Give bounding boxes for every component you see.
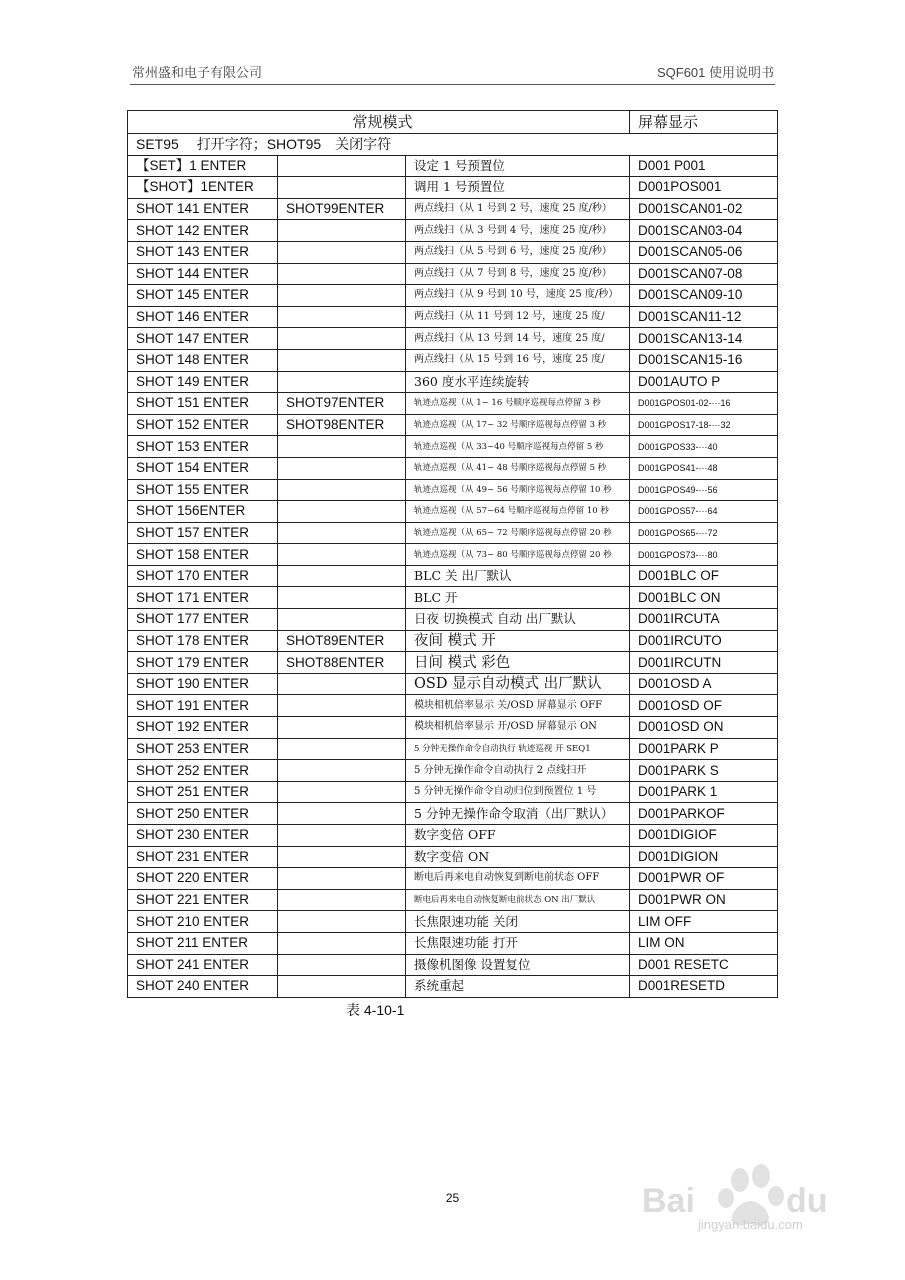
screen-display-cell: D001BLC OF [630, 565, 778, 587]
alt-command-cell: SHOT99ENTER [278, 198, 406, 220]
description-cell: 夜间 模式 开 [406, 630, 630, 652]
description-cell: 数字变倍 OFF [406, 825, 630, 847]
command-cell: SHOT 171 ENTER [128, 587, 278, 609]
screen-display-cell: D001PWR ON [630, 889, 778, 911]
command-cell: SHOT 190 ENTER [128, 673, 278, 695]
command-cell: SHOT 143 ENTER [128, 241, 278, 263]
command-cell: SHOT 221 ENTER [128, 889, 278, 911]
table-row [128, 781, 778, 803]
table-row [128, 932, 778, 954]
command-cell: SHOT 177 ENTER [128, 609, 278, 631]
table-row [128, 587, 778, 609]
alt-command-cell [278, 436, 406, 458]
table-row [128, 846, 778, 868]
alt-command-cell: SHOT97ENTER [278, 393, 406, 415]
screen-display-cell: D001SCAN13-14 [630, 328, 778, 350]
table-row [128, 976, 778, 998]
description-cell: 轨迹点巡视（从 17~ 32 号顺序巡视每点停留 3 秒 [406, 414, 630, 436]
table-row [128, 911, 778, 933]
screen-display-cell: D001GPOS33-···40 [630, 436, 778, 458]
description-cell: 断电后再来电自动恢复到断电前状态 OFF [406, 868, 630, 890]
screen-display-cell: D001SCAN09-10 [630, 285, 778, 307]
command-cell: SHOT 158 ENTER [128, 544, 278, 566]
page-number: 25 [445, 1191, 460, 1205]
alt-command-cell [278, 587, 406, 609]
description-cell: 设定 1 号预置位 [406, 155, 630, 177]
command-cell: 【SHOT】1ENTER [128, 177, 278, 199]
command-cell: SHOT 231 ENTER [128, 846, 278, 868]
alt-command-cell [278, 285, 406, 307]
svg-text:Bai: Bai [642, 1182, 695, 1220]
command-cell: SHOT 142 ENTER [128, 220, 278, 242]
description-cell: 两点线扫（从 1 号到 2 号，速度 25 度/秒） [406, 198, 630, 220]
description-cell: OSD 显示自动模式 出厂默认 [406, 673, 630, 695]
screen-display-cell: D001SCAN11-12 [630, 306, 778, 328]
command-cell: SHOT 156ENTER [128, 501, 278, 523]
alt-command-cell [278, 932, 406, 954]
screen-display-cell: D001GPOS57-···64 [630, 501, 778, 523]
command-cell: SHOT 252 ENTER [128, 760, 278, 782]
screen-display-cell: D001POS001 [630, 177, 778, 199]
alt-command-cell [278, 695, 406, 717]
table-row [128, 630, 778, 652]
table-row [128, 328, 778, 350]
description-cell: 5 分钟无操作命令取消（出厂默认） [406, 803, 630, 825]
screen-display-cell: LIM ON [630, 932, 778, 954]
table-row [128, 609, 778, 631]
alt-command-cell [278, 457, 406, 479]
table-header-row [128, 111, 778, 134]
table-caption: 表 4-10-1 [346, 1002, 405, 1018]
description-cell: 两点线扫（从 11 号到 12 号，速度 25 度/ [406, 306, 630, 328]
header-rule [130, 84, 775, 85]
command-cell: SHOT 154 ENTER [128, 457, 278, 479]
screen-display-cell: D001IRCUTN [630, 652, 778, 674]
table-row [128, 306, 778, 328]
screen-display-cell: D001RESETD [630, 976, 778, 998]
command-cell: SHOT 148 ENTER [128, 349, 278, 371]
description-cell: 模块相机倍率显示 关/OSD 屏幕显示 OFF [406, 695, 630, 717]
header-mode: 常规模式 [128, 111, 630, 134]
command-cell: SHOT 141 ENTER [128, 198, 278, 220]
description-cell: 轨迹点巡视（从 73~ 80 号顺序巡视每点停留 20 秒 [406, 544, 630, 566]
command-cell: SHOT 220 ENTER [128, 868, 278, 890]
command-cell: SHOT 179 ENTER [128, 652, 278, 674]
alt-command-cell [278, 889, 406, 911]
table-row [128, 889, 778, 911]
command-cell: SHOT 170 ENTER [128, 565, 278, 587]
command-cell: SHOT 240 ENTER [128, 976, 278, 998]
description-cell: 5 分钟无操作命令自动归位到预置位 1 号 [406, 781, 630, 803]
table-row [128, 522, 778, 544]
command-cell: 【SET】1 ENTER [128, 155, 278, 177]
alt-command-cell [278, 911, 406, 933]
table-row [128, 738, 778, 760]
table-row [128, 954, 778, 976]
header-company: 常州盛和电子有限公司 [132, 66, 263, 81]
table-row [128, 673, 778, 695]
command-table [127, 110, 778, 998]
description-cell: 两点线扫（从 15 号到 16 号，速度 25 度/ [406, 349, 630, 371]
header-screen: 屏幕显示 [630, 111, 778, 134]
alt-command-cell [278, 479, 406, 501]
alt-command-cell [278, 565, 406, 587]
alt-command-cell [278, 349, 406, 371]
screen-display-cell: D001AUTO P [630, 371, 778, 393]
description-cell: 5 分钟无操作命令自动执行 轨迹巡视 开 SEQ1 [406, 738, 630, 760]
watermark-url: jingyan.baidu.com [698, 1217, 803, 1232]
alt-command-cell [278, 781, 406, 803]
command-cell: SHOT 178 ENTER [128, 630, 278, 652]
table-row [128, 544, 778, 566]
screen-display-cell: D001SCAN05-06 [630, 241, 778, 263]
screen-display-cell: D001PARK P [630, 738, 778, 760]
alt-command-cell [278, 328, 406, 350]
alt-command-cell [278, 522, 406, 544]
table-row [128, 501, 778, 523]
table-row [128, 285, 778, 307]
alt-command-cell: SHOT98ENTER [278, 414, 406, 436]
table-row [128, 198, 778, 220]
alt-command-cell [278, 263, 406, 285]
description-cell: 日夜 切换模式 自动 出厂默认 [406, 609, 630, 631]
description-cell: 断电后再来电自动恢复断电前状态 ON 出厂默认 [406, 889, 630, 911]
table-row [128, 803, 778, 825]
alt-command-cell [278, 609, 406, 631]
description-cell: 轨迹点巡视（从 49~ 56 号顺序巡视每点停留 10 秒 [406, 479, 630, 501]
command-cell: SHOT 253 ENTER [128, 738, 278, 760]
description-cell: 轨迹点巡视（从 1~ 16 号顺序巡视每点停留 3 秒 [406, 393, 630, 415]
description-cell: 两点线扫（从 3 号到 4 号，速度 25 度/秒） [406, 220, 630, 242]
alt-command-cell [278, 177, 406, 199]
command-cell: SHOT 151 ENTER [128, 393, 278, 415]
screen-display-cell: D001PARK S [630, 760, 778, 782]
table-row [128, 457, 778, 479]
table-row [128, 652, 778, 674]
screen-display-cell: D001GPOS17-18-···32 [630, 414, 778, 436]
alt-command-cell [278, 976, 406, 998]
alt-command-cell [278, 954, 406, 976]
alt-command-cell [278, 501, 406, 523]
description-cell: 轨迹点巡视（从 65~ 72 号顺序巡视每点停留 20 秒 [406, 522, 630, 544]
command-cell: SHOT 147 ENTER [128, 328, 278, 350]
description-cell: 360 度水平连续旋转 [406, 371, 630, 393]
command-cell: SHOT 152 ENTER [128, 414, 278, 436]
screen-display-cell: D001SCAN15-16 [630, 349, 778, 371]
table-row [128, 868, 778, 890]
command-cell: SHOT 157 ENTER [128, 522, 278, 544]
alt-command-cell [278, 155, 406, 177]
alt-command-cell [278, 673, 406, 695]
svg-text:du: du [786, 1182, 828, 1220]
screen-display-cell: D001IRCUTO [630, 630, 778, 652]
screen-display-cell: D001SCAN03-04 [630, 220, 778, 242]
table-row [128, 371, 778, 393]
command-cell: SHOT 144 ENTER [128, 263, 278, 285]
command-cell: SHOT 230 ENTER [128, 825, 278, 847]
table-row [128, 220, 778, 242]
screen-display-cell: D001GPOS01-02-···16 [630, 393, 778, 415]
alt-command-cell [278, 738, 406, 760]
table-row [128, 565, 778, 587]
alt-command-cell [278, 371, 406, 393]
table-row [128, 177, 778, 199]
screen-display-cell: D001GPOS65-···72 [630, 522, 778, 544]
screen-display-cell: D001BLC ON [630, 587, 778, 609]
screen-display-cell: D001DIGION [630, 846, 778, 868]
description-cell: 模块相机倍率显示 开/OSD 屏幕显示 ON [406, 717, 630, 739]
description-cell: 日间 模式 彩色 [406, 652, 630, 674]
command-cell: SHOT 145 ENTER [128, 285, 278, 307]
description-cell: 摄像机图像 设置复位 [406, 954, 630, 976]
description-cell: 两点线扫（从 13 号到 14 号，速度 25 度/ [406, 328, 630, 350]
command-cell: SHOT 250 ENTER [128, 803, 278, 825]
command-cell: SHOT 211 ENTER [128, 932, 278, 954]
table-row [128, 760, 778, 782]
alt-command-cell [278, 846, 406, 868]
table-row [128, 393, 778, 415]
command-cell: SHOT 146 ENTER [128, 306, 278, 328]
description-cell: 两点线扫（从 5 号到 6 号，速度 25 度/秒） [406, 241, 630, 263]
command-cell: SHOT 251 ENTER [128, 781, 278, 803]
screen-display-cell: D001GPOS73-···80 [630, 544, 778, 566]
alt-command-cell [278, 760, 406, 782]
description-cell: 调用 1 号预置位 [406, 177, 630, 199]
screen-display-cell: D001OSD OF [630, 695, 778, 717]
description-cell: 长焦限速功能 关闭 [406, 911, 630, 933]
table-row [128, 414, 778, 436]
screen-display-cell: D001PARKOF [630, 803, 778, 825]
table-row [128, 436, 778, 458]
alt-command-cell [278, 241, 406, 263]
alt-command-cell [278, 544, 406, 566]
description-cell: BLC 开 [406, 587, 630, 609]
description-cell: 两点线扫（从 9 号到 10 号，速度 25 度/秒） [406, 285, 630, 307]
command-cell: SHOT 210 ENTER [128, 911, 278, 933]
header-doc-title: SQF601 使用说明书 [656, 65, 774, 80]
screen-display-cell: D001SCAN01-02 [630, 198, 778, 220]
table-row [128, 155, 778, 177]
alt-command-cell [278, 868, 406, 890]
table-row [128, 717, 778, 739]
description-cell: 轨迹点巡视（从 33~40 号顺序巡视每点停留 5 秒 [406, 436, 630, 458]
table-row [128, 241, 778, 263]
alt-command-cell [278, 220, 406, 242]
command-cell: SHOT 149 ENTER [128, 371, 278, 393]
command-cell: SHOT 241 ENTER [128, 954, 278, 976]
screen-display-cell: D001GPOS41-···48 [630, 457, 778, 479]
description-cell: 轨迹点巡视（从 57~64 号顺序巡视每点停留 10 秒 [406, 501, 630, 523]
table-row [128, 695, 778, 717]
screen-display-cell: D001SCAN07-08 [630, 263, 778, 285]
screen-display-cell: D001 RESETC [630, 954, 778, 976]
table-row [128, 263, 778, 285]
description-cell: 数字变倍 ON [406, 846, 630, 868]
table-row [128, 349, 778, 371]
description-cell: 轨迹点巡视（从 41~ 48 号顺序巡视每点停留 5 秒 [406, 457, 630, 479]
description-cell: BLC 关 出厂默认 [406, 565, 630, 587]
description-cell: 5 分钟无操作命令自动执行 2 点线扫开 [406, 760, 630, 782]
alt-command-cell: SHOT89ENTER [278, 630, 406, 652]
screen-display-cell: LIM OFF [630, 911, 778, 933]
screen-display-cell: D001PARK 1 [630, 781, 778, 803]
table-row [128, 479, 778, 501]
table-row [128, 825, 778, 847]
alt-command-cell [278, 717, 406, 739]
table-subheader-row [128, 134, 778, 156]
screen-display-cell: D001PWR OF [630, 868, 778, 890]
description-cell: 系统重起 [406, 976, 630, 998]
alt-command-cell: SHOT88ENTER [278, 652, 406, 674]
screen-display-cell: D001DIGIOF [630, 825, 778, 847]
alt-command-cell [278, 803, 406, 825]
alt-command-cell [278, 306, 406, 328]
command-cell: SHOT 191 ENTER [128, 695, 278, 717]
command-cell: SHOT 155 ENTER [128, 479, 278, 501]
command-cell: SHOT 153 ENTER [128, 436, 278, 458]
screen-display-cell: D001OSD A [630, 673, 778, 695]
alt-command-cell [278, 825, 406, 847]
description-cell: 两点线扫（从 7 号到 8 号，速度 25 度/秒） [406, 263, 630, 285]
subheader-note: SET95 打开字符；SHOT95 关闭字符 [128, 134, 778, 156]
screen-display-cell: D001 P001 [630, 155, 778, 177]
screen-display-cell: D001OSD ON [630, 717, 778, 739]
screen-display-cell: D001IRCUTA [630, 609, 778, 631]
description-cell: 长焦限速功能 打开 [406, 932, 630, 954]
command-cell: SHOT 192 ENTER [128, 717, 278, 739]
screen-display-cell: D001GPOS49-···56 [630, 479, 778, 501]
